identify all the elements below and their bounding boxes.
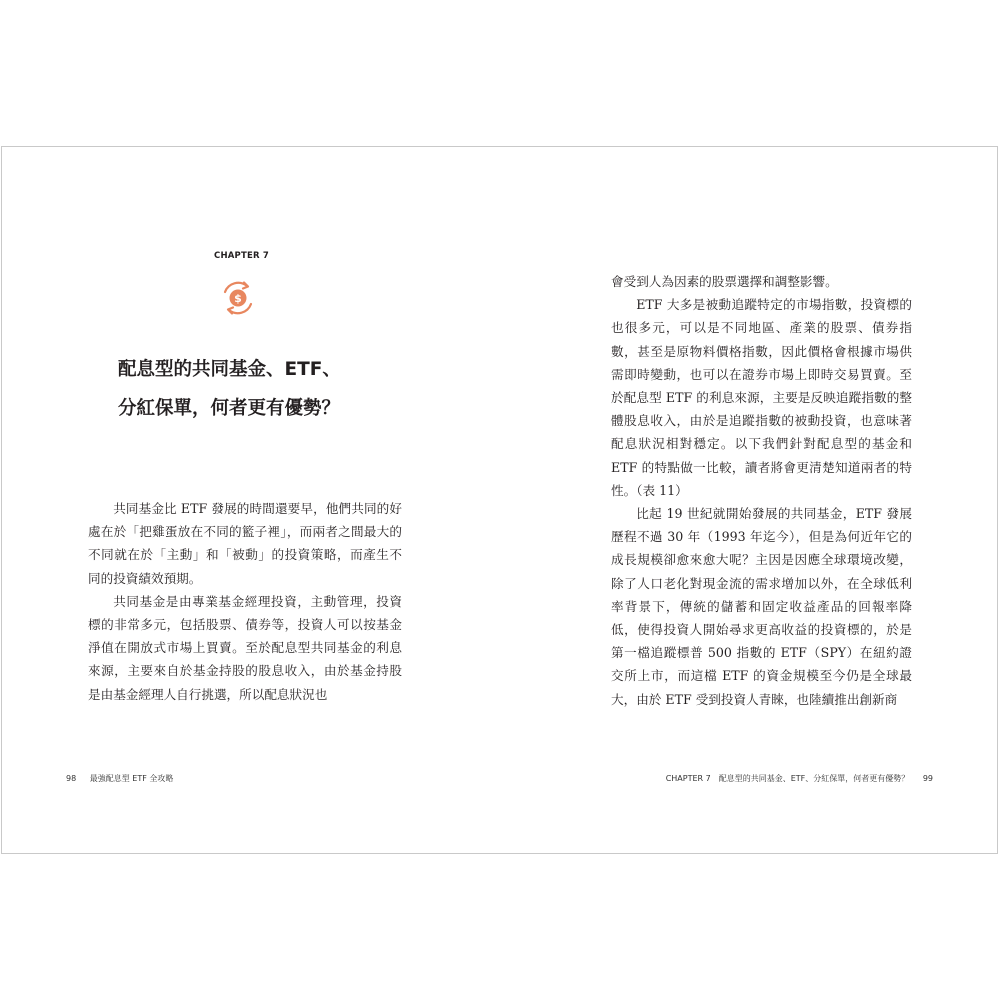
- svg-text:$: $: [234, 292, 242, 305]
- dollar-cycle-icon: [217, 278, 259, 318]
- chapter-label: CHAPTER 7: [214, 251, 269, 261]
- right-body-text: [611, 270, 912, 711]
- chapter-title-line-2: 分紅保單，何者更有優勢？: [118, 398, 341, 419]
- book-title: 最強配息型 ETF 全攻略: [89, 774, 174, 783]
- left-paragraph-2: 共同基金是由專業基金經理投資，主動管理，投資標的非常多元，包括股票、債券等，投資人可以按基金淨值在開放式市場上買賣。至於配息型共同基金的利息來源，主要來自於基金持股的股息收入，由於基金持股是由基金經理人自行挑選，所以配息狀況也: [88, 593, 402, 702]
- left-page-footer: [66, 773, 173, 784]
- chapter-title: [118, 350, 378, 428]
- left-paragraph-1: 共同基金比 ETF 發展的時間還要早，他們共同的好處在於「把雞蛋放在不同的籃子裡」，而兩者之間最大的不同就在於「主動」和「被動」的投資策略，而產生不同的投資績效預期。: [88, 501, 402, 586]
- left-page-number: 98: [66, 774, 77, 783]
- running-head: CHAPTER 7 配息型的共同基金、ETF、分紅保單，何者更有優勢？: [665, 774, 910, 783]
- right-paragraph-1: 會受到人為因素的股票選擇和調整影響。: [611, 274, 838, 289]
- right-paragraph-3: 比起 19 世紀就開始發展的共同基金，ETF 發展歷程不過 30 年（1993 年迄今），但是為何近年它的成長規模卻愈來愈大呢？主因是因應全球環境改變，除了人口老化對現金流的需求增加以外，在全球低利率背景下，傳統的儲蓄和固定收益產品的回報率降低，使得投資人開始尋求更高收益的投資標的，於是第一檔追蹤標普 500 指數的 ETF（SPY）在紐約證交所上市，而這檔 ETF 的資金規模至今仍是全球最大，由於 ETF 受到投資人青睞，也陸續推出創新商: [611, 506, 912, 707]
- right-page-number: 99: [922, 774, 933, 783]
- right-page-footer: [666, 773, 933, 784]
- left-body-text: [88, 497, 402, 706]
- right-paragraph-2: ETF 大多是被動追蹤特定的市場指數，投資標的也很多元，可以是不同地區、產業的股票、債券指數，甚至是原物料價格指數，因此價格會根據市場供需即時變動，也可以在證券市場上即時交易買賣。至於配息型 ETF 的利息來源，主要是反映追蹤指數的整體股息收入，由於是追蹤指數的被動投資，也意味著配息狀況相對穩定。以下我們針對配息型的基金和 ETF 的特點做一比較，讀者將會更清楚知道兩者的特性。（表 11）: [611, 297, 912, 498]
- chapter-title-line-1: 配息型的共同基金、ETF、: [118, 359, 341, 380]
